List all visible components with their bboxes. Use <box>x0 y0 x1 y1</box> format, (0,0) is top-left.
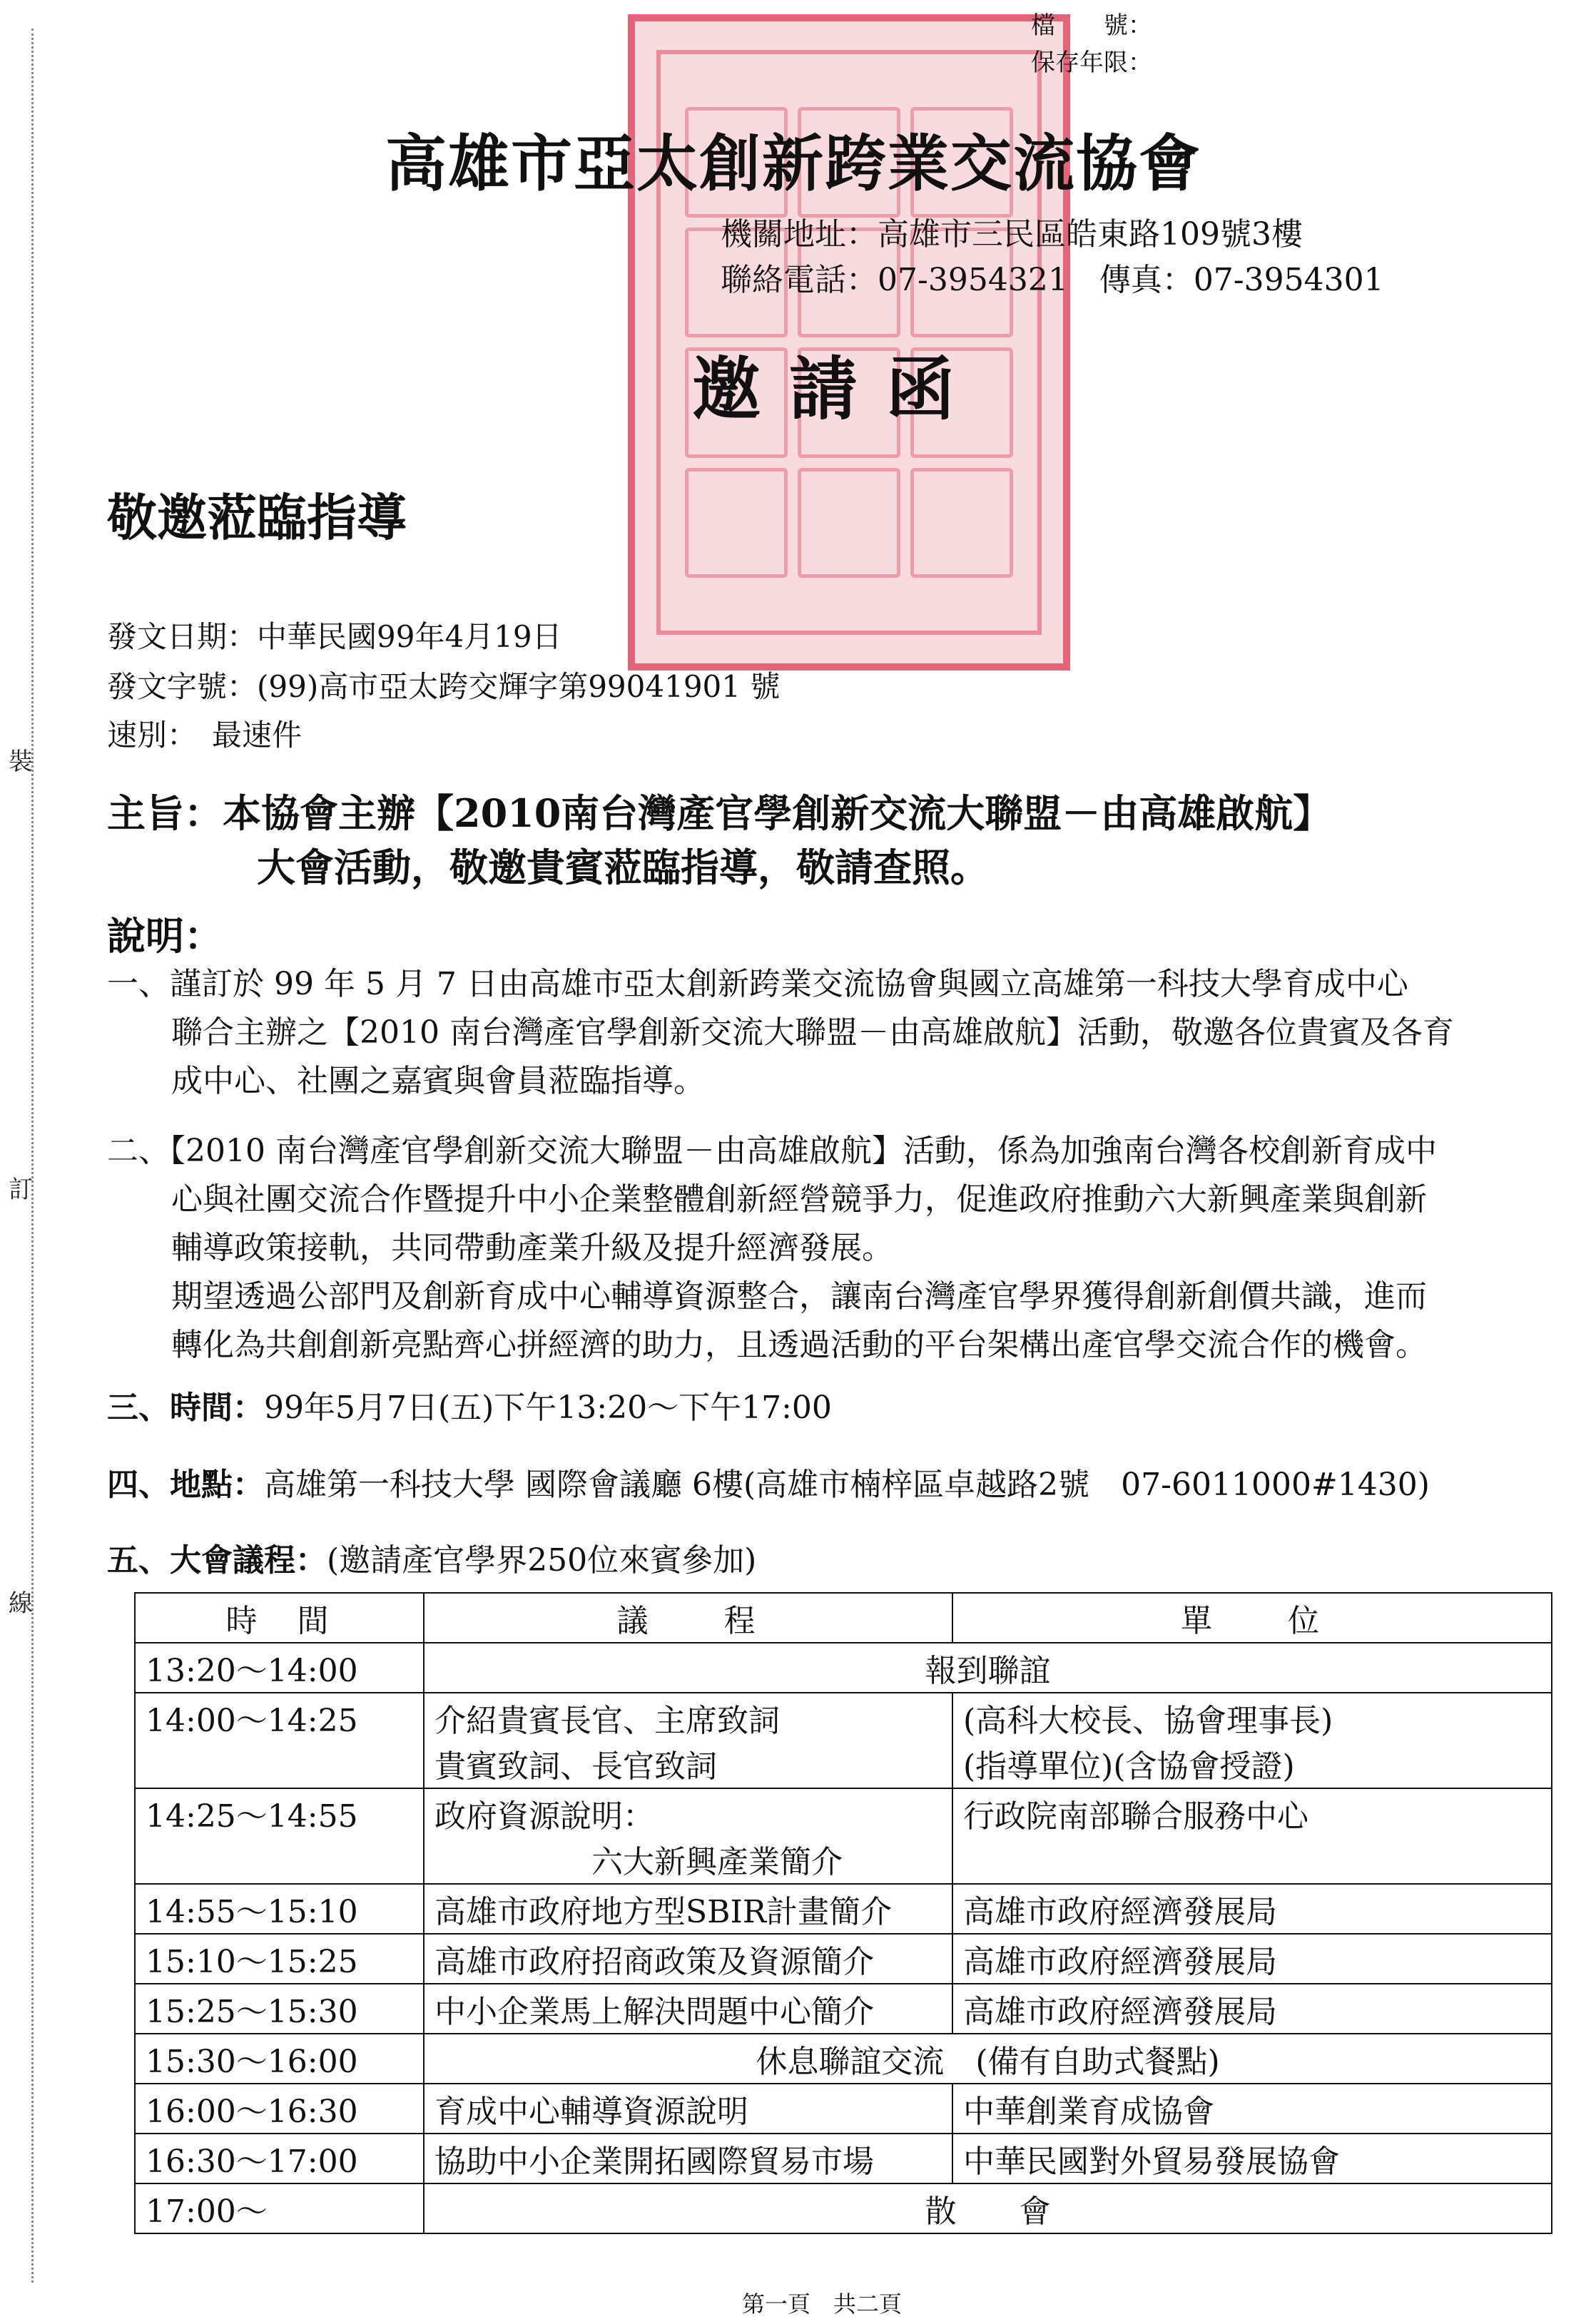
agenda-row <box>135 2034 1552 2084</box>
agenda-row <box>135 1693 1552 1788</box>
binding-mark-xian: 線 <box>9 1589 33 1618</box>
agenda-unit: 高雄市政府經濟發展局 <box>952 1984 1552 2034</box>
agenda-time: 15:30～16:00 <box>135 2034 424 2084</box>
agenda-program: 協助中小企業開拓國際貿易市場 <box>424 2134 952 2183</box>
organization-name: 高雄市亞太創新跨業交流協會 <box>385 128 1201 200</box>
agenda-program: 高雄市政府地方型SBIR計畫簡介 <box>424 1884 952 1934</box>
agenda-time: 17:00～ <box>135 2183 424 2233</box>
item-4-text: 高雄第一科技大學 國際會議廳 6樓(高雄市楠梓區卓越路2號 07-6011000#1430) <box>264 1467 1430 1503</box>
agenda-header-time: 時 間 <box>135 1593 424 1643</box>
agenda-time: 14:00～14:25 <box>135 1693 424 1788</box>
agenda-row <box>135 1788 1552 1884</box>
salutation: 敬邀蒞臨指導 <box>107 488 407 547</box>
item-3-label: 三、時間： <box>107 1390 264 1426</box>
agenda-body <box>135 1643 1552 2233</box>
item-1-line-2: 聯合主辦之【2010 南台灣產官學創新交流大聯盟－由高雄啟航】活動，敬邀各位貴賓及各育 <box>171 1014 1454 1051</box>
agenda-unit: 高雄市政府經濟發展局 <box>952 1934 1552 1984</box>
item-1-line-3: 成中心、社團之嘉賓與會員蒞臨指導。 <box>171 1063 705 1099</box>
agenda-table <box>134 1592 1552 2234</box>
binding-mark-zhuang: 裝 <box>9 748 33 776</box>
item-4-label: 四、地點： <box>107 1467 264 1503</box>
item-5-text: (邀請產官學界250位來賓參加) <box>327 1542 757 1579</box>
agenda-time: 15:25～15:30 <box>135 1984 424 2034</box>
binding-mark-ding: 訂 <box>9 1176 33 1204</box>
item-2-line-4: 期望透過公部門及創新育成中心輔導資源整合，讓南台灣產官學界獲得創新創價共識，進而 <box>171 1278 1427 1315</box>
agenda-header-program: 議 程 <box>424 1593 952 1643</box>
item-2-line-5: 轉化為共創創新亮點齊心拼經濟的助力，且透過活動的平台架構出產官學交流合作的機會。 <box>171 1327 1427 1363</box>
agenda-time: 14:25～14:55 <box>135 1788 424 1884</box>
agenda-program: 高雄市政府招商政策及資源簡介 <box>424 1934 952 1984</box>
item-3-time <box>107 1384 832 1432</box>
agenda-time: 14:55～15:10 <box>135 1884 424 1934</box>
agenda-unit: 中華民國對外貿易發展協會 <box>952 2134 1552 2183</box>
agenda-row <box>135 1934 1552 1984</box>
reference-number: 發文字號：(99)高市亞太跨交輝字第99041901 號 <box>107 669 781 704</box>
agenda-unit: (高科大校長、協會理事長) (指導單位)(含協會授證) <box>952 1693 1552 1788</box>
organization-phone-fax: 聯絡電話：07-3954321 傳真：07-3954301 <box>721 262 1384 298</box>
agenda-program: 中小企業馬上解決問題中心簡介 <box>424 1984 952 2034</box>
agenda-row <box>135 1884 1552 1934</box>
subject-line-1: 主旨：本協會主辦【2010南台灣產官學創新交流大聯盟－由高雄啟航】 <box>107 790 1332 836</box>
agenda-program: 休息聯誼交流 (備有自助式餐點) <box>424 2034 1552 2084</box>
item-2-line-3: 輔導政策接軌，共同帶動產業升級及提升經濟發展。 <box>171 1230 893 1266</box>
item-3-text: 99年5月7日(五)下午13:20～下午17:00 <box>264 1390 832 1426</box>
urgency: 速別： 最速件 <box>107 718 303 753</box>
agenda-unit: 高雄市政府經濟發展局 <box>952 1884 1552 1934</box>
agenda-unit: 行政院南部聯合服務中心 <box>952 1788 1552 1884</box>
binding-margin <box>6 29 34 2283</box>
agenda-header-unit: 單 位 <box>952 1593 1552 1643</box>
agenda-row <box>135 2183 1552 2233</box>
issue-date: 發文日期：中華民國99年4月19日 <box>107 619 562 654</box>
agenda-row <box>135 1984 1552 2034</box>
retention-period-label: 保存年限： <box>1031 49 1152 77</box>
item-4-location <box>107 1461 1430 1509</box>
agenda-program: 散 會 <box>424 2183 1552 2233</box>
item-2-line-1: 二、【2010 南台灣產官學創新交流大聯盟－由高雄啟航】活動，係為加強南台灣各校創新育成中 <box>107 1133 1437 1169</box>
item-5-label: 五、大會議程： <box>107 1542 327 1579</box>
agenda-program: 介紹貴賓長官、主席致詞 貴賓致詞、長官致詞 <box>424 1693 952 1788</box>
agenda-unit: 中華創業育成協會 <box>952 2084 1552 2134</box>
agenda-header-row <box>135 1593 1552 1643</box>
agenda-row <box>135 2134 1552 2183</box>
agenda-time: 16:30～17:00 <box>135 2134 424 2183</box>
agenda-time: 15:10～15:25 <box>135 1934 424 1984</box>
organization-address: 機關地址：高雄市三民區皓東路109號3樓 <box>721 216 1303 253</box>
explanation-heading: 說明： <box>107 913 223 959</box>
item-1-line-1: 一、謹訂於 99 年 5 月 7 日由高雄市亞太創新跨業交流協會與國立高雄第一科技大學育成中心 <box>107 966 1408 1002</box>
document-title: 邀請函 <box>692 349 983 429</box>
agenda-row <box>135 1643 1552 1693</box>
agenda-program: 政府資源說明： 六大新興產業簡介 <box>424 1788 952 1884</box>
page-footer: 第一頁 共二頁 <box>742 2290 903 2318</box>
agenda-row <box>135 2084 1552 2134</box>
item-2-line-2: 心與社團交流合作暨提升中小企業整體創新經營競爭力，促進政府推動六大新興產業與創新 <box>171 1181 1427 1218</box>
item-5-agenda-heading <box>107 1536 756 1585</box>
agenda-program: 報到聯誼 <box>424 1643 1552 1693</box>
agenda-program: 育成中心輔導資源說明 <box>424 2084 952 2134</box>
file-number-label: 檔 號： <box>1031 11 1152 40</box>
subject-line-2: 大會活動，敬邀貴賓蒞臨指導，敬請查照。 <box>257 845 989 890</box>
agenda-time: 16:00～16:30 <box>135 2084 424 2134</box>
agenda-time: 13:20～14:00 <box>135 1643 424 1693</box>
